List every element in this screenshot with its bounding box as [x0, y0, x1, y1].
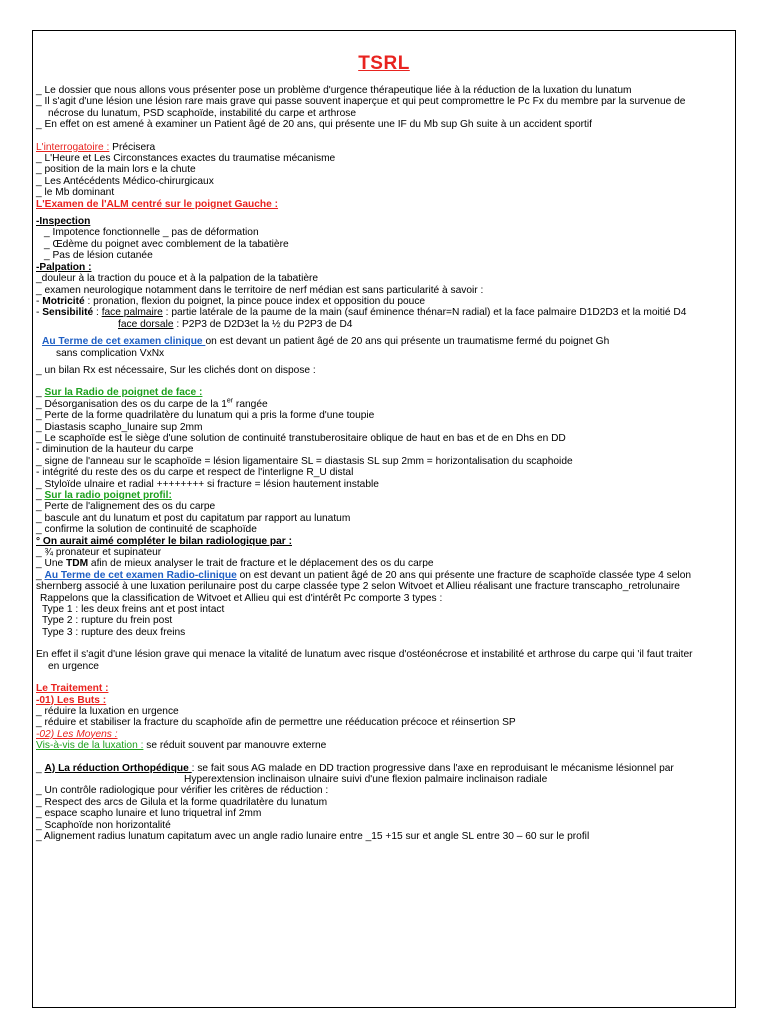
reduction-item: _ Respect des arcs de Gilula et la forme quadrilatère du lunatum	[36, 796, 328, 808]
document-content	[36, 53, 732, 842]
reduction-item: _ Scaphoïde non horizontalité	[36, 819, 171, 831]
witvoet-type: Type 1 : les deux freins ant et post intact	[42, 604, 225, 616]
reduction-line-2: Hyperextension inclinaison ulnaire suivi d'une flexion palmaire inclinaison radiale	[184, 773, 548, 785]
inspection-item: _ Impotence fonctionnelle _ pas de déformation	[44, 227, 259, 239]
reduction-item: _ espace scapho lunaire et luno triquetral inf 2mm	[36, 808, 262, 820]
intro-line-3: nécrose du lunatum, PSD scaphoïde, instabilité du carpe et arthrose	[48, 107, 357, 119]
reduction-item: _ Un contrôle radiologique pour vérifier les critères de réduction :	[36, 785, 329, 797]
vis-line	[36, 740, 732, 751]
palpation-line-1: _douleur à la traction du pouce et à la palpation de la tabatière	[36, 273, 319, 285]
bilan-heading: ° On aurait aimé compléter le bilan radiologique par :	[36, 535, 292, 547]
vis-heading: Vis-à-vis de la luxation :	[36, 740, 144, 752]
face-dorsale-line	[36, 319, 732, 330]
buts-heading: -01) Les Buts :	[36, 694, 107, 706]
bilan-line-2-post: afin de mieux analyser le trait de fracture et le déplacement des os du carpe	[88, 558, 434, 570]
terme1-line-3: _ un bilan Rx est nécessaire, Sur les clichés dont on dispose :	[36, 364, 316, 376]
motricite-text: : pronation, flexion du poignet, la pince pouce index et opposition du pouce	[84, 295, 426, 307]
terme2-line-3: Rappelons que la classification de Witvoet et Allieu qui est d'intérêt Pc comporte 3 types :	[40, 592, 443, 604]
terme1-link[interactable]: Au Terme de cet examen clinique	[42, 336, 206, 348]
bilan-line-1: _ ¾ pronateur et supinateur	[36, 547, 162, 559]
radio-profil-item: _ bascule ant du lunatum et post du capitatum par rapport au lunatum	[36, 512, 351, 524]
moyens-heading: -02) Les Moyens :	[36, 728, 118, 740]
bilan-line-2-pre: _ Une	[36, 558, 67, 570]
terme2-line: _ Au Terme de cet examen Radio-clinique on est devant un patient âgé de 20 ans qui présente une fracture de scaphoïde classée type 4 selon	[36, 569, 692, 581]
reduction-heading: A) La réduction Orthopédique	[44, 762, 192, 774]
palpation-line-2: _ examen neurologique notamment dans le territoire de nerf médian est sans particularité à savoir :	[36, 284, 484, 296]
inspection-item: _ Œdème du poignet avec comblement de la tabatière	[44, 238, 289, 250]
radio-face-item: _ Perte de la forme quadrilatère du lunatum qui a pris la forme d'une toupie	[36, 410, 375, 422]
witvoet-type: Type 3 : rupture des deux freins	[42, 626, 186, 638]
buts-item: _ réduire et stabiliser la fracture du scaphoïde afin de permettre une rééducation précoce et réinsertion SP	[36, 717, 516, 729]
vis-text: se réduit souvent par manouvre externe	[143, 740, 327, 752]
radio-profil-heading: Sur la radio poignet profil:	[44, 490, 172, 501]
conclusion-line-1: En effet il s'agit d'une lésion grave qui menace la vitalité de lunatum avec risque d'ostéonécrose et instabilité et arthrose du carpe qui 'il faut traiter	[36, 649, 693, 661]
radio-face-item: _ signe de l'anneau sur le scaphoïde = lésion ligamentaire SL = diastasis SL sup 2mm = horizontalisation du scaphoide	[36, 455, 573, 467]
face-palmaire-label: face palmaire	[101, 307, 163, 319]
inspection-heading: -Inspection	[36, 216, 91, 228]
intro-line-4: _ En effet on est amené à examiner un Patient âgé de 20 ans, qui présente une IF du Mb sup Gh suite à un accident sportif	[36, 119, 592, 131]
interrogatoire-suffix: Précisera	[109, 141, 156, 153]
reduction-line: _ A) La réduction Orthopédique : se fait sous AG malade en DD traction progressive dans l'axe en reproduisant le mécanisme lésionnel par	[36, 762, 674, 774]
radio-face-item: - intégrité du reste des os du carpe et respect de l'interligne R_U distal	[36, 467, 354, 479]
terme1-line	[36, 336, 732, 347]
sensibilite-label: Sensibilité	[42, 307, 94, 319]
terme2-link[interactable]: Au Terme de cet examen Radio-clinique	[44, 569, 237, 581]
terme1-text: on est devant un patient âgé de 20 ans qui présente un traumatisme fermé du poignet Gh	[205, 336, 610, 348]
terme1-line-2: sans complication VxNx	[56, 347, 165, 359]
bilan-line-2-bold: TDM	[66, 558, 89, 570]
radio-profil-item: _ confirme la solution de continuité de scaphoïde	[36, 524, 257, 536]
reduction-text: : se fait sous AG malade en DD traction progressive dans l'axe en reproduisant le mécanisme lésionnel par	[191, 762, 674, 774]
reduction-item: _ Alignement radius lunatum capitatum avec un angle radio lunaire entre _15 +15 sur et angle SL entre 30 – 60 sur le profil	[36, 830, 590, 842]
sensibilite-separator: :	[93, 307, 102, 319]
radio-profil-heading-line: _ Sur la radio poignet profil:	[36, 490, 172, 501]
palpation-heading: -Palpation :	[36, 261, 92, 273]
intro-line-2: _ Il s'agit d'une lésion une lésion rare mais grave qui passe souvent inaperçue et qui peut compromettre le Pc Fx du membre par la survenue de	[36, 96, 686, 108]
sensibilite-line: - Sensibilité : face palmaire : partie latérale de la paume de la main (sauf éminence thénar=N radial) et la face palmaire D1D2D3 et la moitié D4	[36, 307, 687, 319]
terme2-text: on est devant un patient âgé de 20 ans qui présente une fracture de scaphoïde classée type 4 selon	[236, 569, 692, 581]
radio-face-line-1-text: _ Désorganisation des os du carpe de la 1	[36, 398, 227, 410]
face-palmaire-text: : partie latérale de la paume de la main (sauf éminence thénar=N radial) et la face palmaire D1D2D3 et la moitié D4	[162, 307, 687, 319]
radio-face-heading-line: _ Sur la Radio de poignet de face :	[36, 387, 203, 399]
inspection-item: _ Pas de lésion cutanée	[44, 250, 153, 262]
radio-face-item: _ Diastasis scapho_lunaire sup 2mm	[36, 421, 203, 433]
terme2-line-2: shernberg associé à une luxation perilunaire post du carpe classée type 2 selon Witvoet et Allieu réalisant une fracture transcapho_retrolunaire	[36, 581, 680, 593]
motricite-line: - Motricité : pronation, flexion du poignet, la pince pouce index et opposition du pouce	[36, 295, 426, 307]
intro-line-1: _ Le dossier que nous allons vous présenter pose un problème d'urgence thérapeutique liée à la réduction de la luxation du lunatum	[36, 85, 632, 96]
buts-item: _ réduire la luxation en urgence	[36, 705, 179, 717]
conclusion-line-2: en urgence	[48, 660, 99, 672]
witvoet-type: Type 2 : rupture du frein post	[42, 615, 173, 627]
radio-face-item: _ Le scaphoïde est le siège d'une solution de continuité transtuberositaire oblique de haut en bas et de en Dhs en DD	[36, 432, 566, 444]
radio-face-item: - diminution de la hauteur du carpe	[36, 444, 194, 456]
traitement-heading: Le Traitement :	[36, 683, 109, 695]
interrogatoire-line	[36, 142, 732, 153]
motricite-label: Motricité	[42, 295, 85, 307]
document-page	[32, 30, 736, 1008]
bilan-line-2	[36, 558, 732, 569]
interrogatoire-item: _ position de la main lors e la chute	[36, 164, 196, 176]
radio-face-item: _ Styloïde ulnaire et radial ++++++++ si fracture = lésion hautement instable	[36, 478, 379, 490]
radio-face-line-1	[36, 399, 732, 410]
interrogatoire-heading: L'interrogatoire :	[36, 141, 110, 153]
examen-heading: L'Examen de l'ALM centré sur le poignet Gauche :	[36, 198, 279, 210]
radio-face-line-1-post: rangée	[233, 398, 268, 410]
face-dorsale-label: face dorsale	[118, 318, 174, 330]
document-title: TSRL	[358, 53, 410, 74]
interrogatoire-item: _ Les Antécédents Médico-chirurgicaux	[36, 175, 214, 187]
radio-profil-item: _ Perte de l'alignement des os du carpe	[36, 501, 216, 513]
interrogatoire-item: _ le Mb dominant	[36, 187, 115, 199]
radio-face-heading: Sur la Radio de poignet de face :	[44, 387, 203, 399]
radio-face-line-1-sup: er	[226, 397, 234, 405]
face-dorsale-text: : P2P3 de D2D3et la ½ du P2P3 de D4	[173, 318, 353, 330]
interrogatoire-item: _ L'Heure et Les Circonstances exactes du traumatise mécanisme	[36, 153, 336, 165]
